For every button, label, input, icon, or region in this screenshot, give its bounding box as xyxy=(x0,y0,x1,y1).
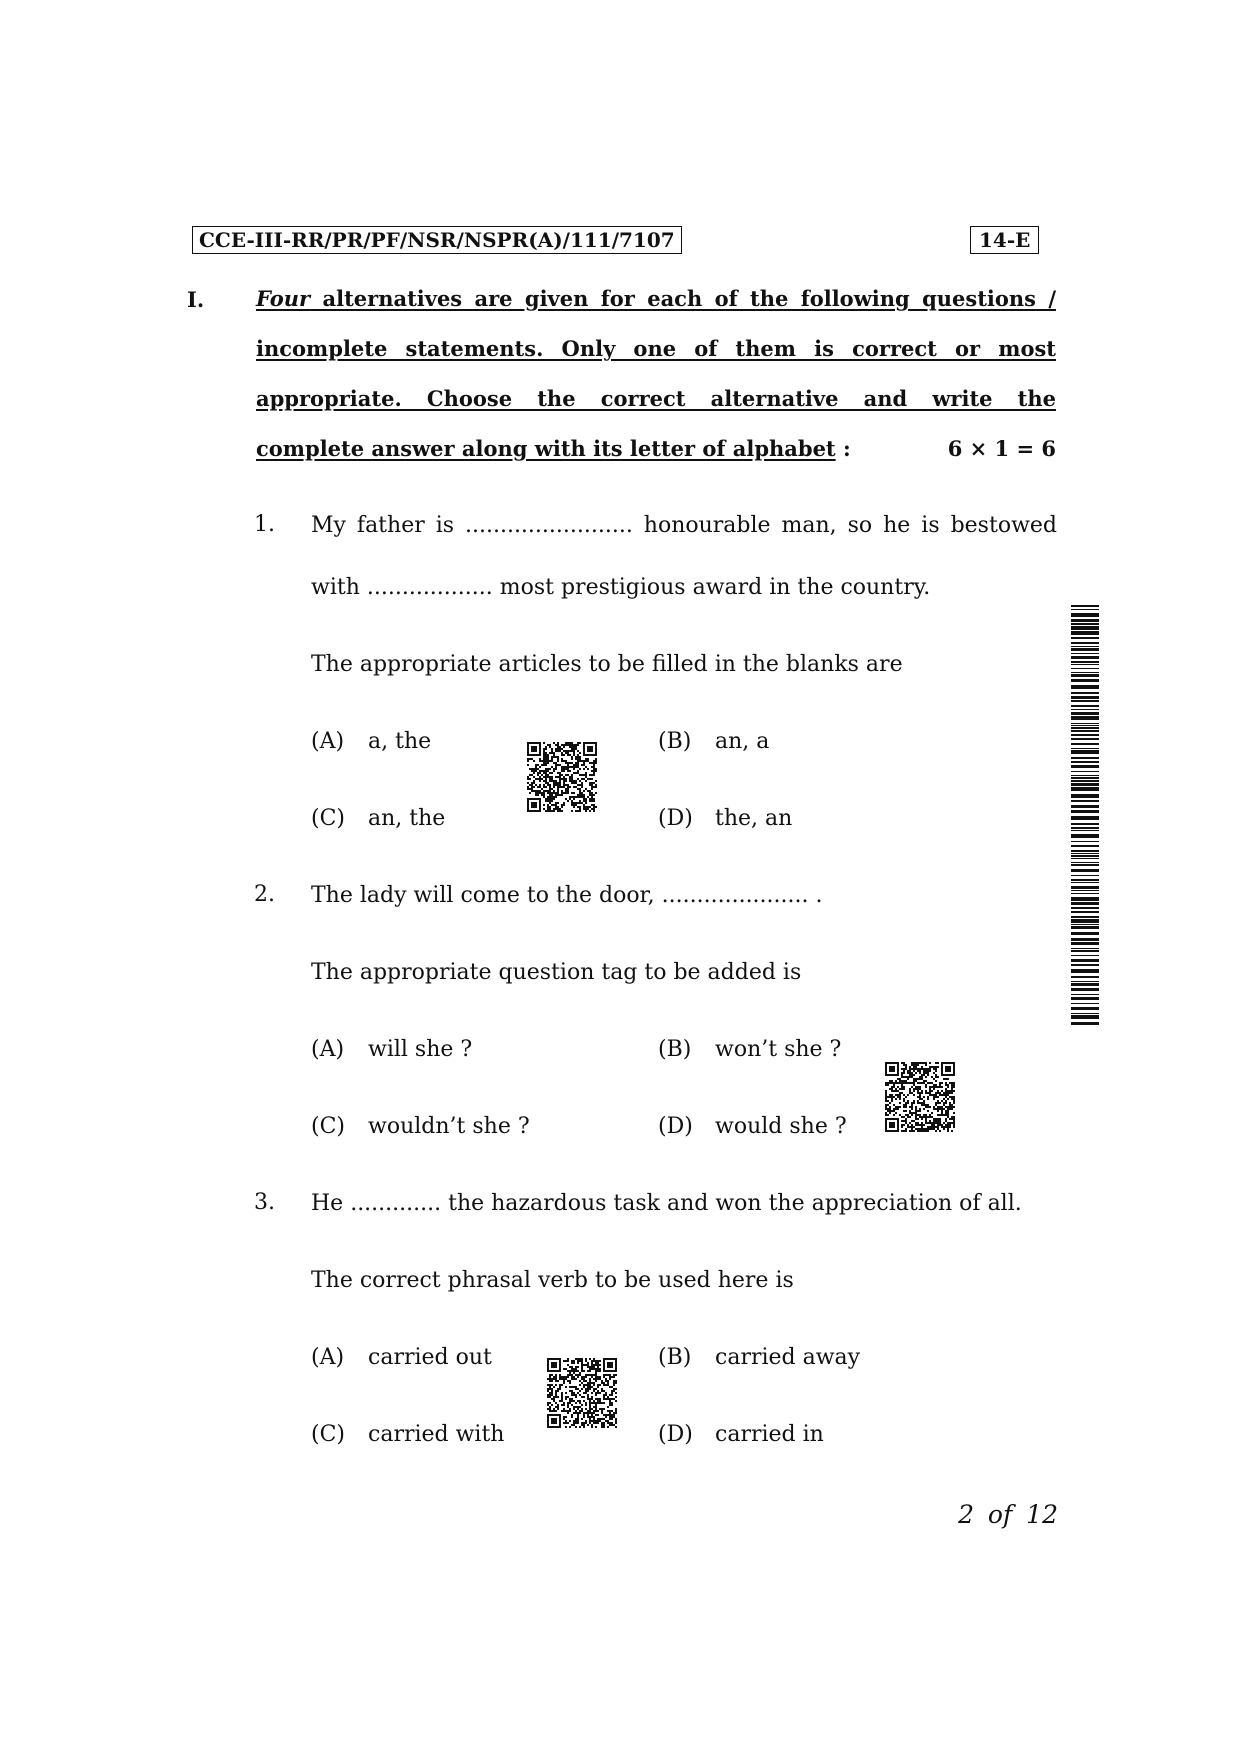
question-1-line-1: My father is ........................ honourable man, so he is bestowed xyxy=(311,513,1057,538)
question-1-option-c: (C) an, the xyxy=(311,806,446,831)
barcode-icon xyxy=(1071,605,1099,1030)
question-2-option-d: (D) would she ? xyxy=(658,1114,847,1139)
question-3-number: 3. xyxy=(254,1190,275,1215)
marks-allocation: 6 × 1 = 6 xyxy=(947,436,1056,461)
paper-code: 14-E xyxy=(970,226,1039,254)
question-3-option-d: (D) carried in xyxy=(658,1422,824,1447)
question-2-number: 2. xyxy=(254,882,275,907)
question-3-option-b: (B) carried away xyxy=(658,1345,861,1370)
question-3-option-c: (C) carried with xyxy=(311,1422,505,1447)
question-2-option-b: (B) won’t she ? xyxy=(658,1037,842,1062)
question-1-option-d: (D) the, an xyxy=(658,806,793,831)
instruction-line-1-text: alternatives are given for each of the following questions / xyxy=(322,286,1057,311)
instruction-line-4-text: complete answer along with its letter of alphabet xyxy=(256,436,836,461)
qr-code-icon xyxy=(527,742,597,812)
question-1-option-a: (A) a, the xyxy=(311,729,432,754)
question-2-prompt: The appropriate question tag to be added is xyxy=(311,960,802,985)
instruction-line-4 xyxy=(256,437,851,461)
instruction-colon: : xyxy=(842,436,851,461)
question-2-option-c: (C) wouldn’t she ? xyxy=(311,1114,530,1139)
section-roman-numeral: I. xyxy=(187,287,205,312)
question-1-line-2: with .................. most prestigious award in the country. xyxy=(311,575,931,600)
instruction-line-3: appropriate. Choose the correct alternative and write the xyxy=(256,386,1056,411)
instruction-emphasis: Four xyxy=(256,286,311,311)
question-2-option-a: (A) will she ? xyxy=(311,1037,473,1062)
page-number: 2 of 12 xyxy=(958,1500,1058,1529)
question-2-line-1: The lady will come to the door, ..................... . xyxy=(311,883,823,908)
question-1-prompt: The appropriate articles to be filled in the blanks are xyxy=(311,652,903,677)
qr-code-icon xyxy=(547,1358,617,1428)
exam-code: CCE-III-RR/PR/PF/NSR/NSPR(A)/111/7107 xyxy=(192,226,682,254)
qr-code-icon xyxy=(885,1062,955,1132)
question-3-line-1: He ............. the hazardous task and won the appreciation of all. xyxy=(311,1191,1022,1216)
instruction-line-2: incomplete statements. Only one of them is correct or most xyxy=(256,336,1056,361)
question-1-option-b: (B) an, a xyxy=(658,729,770,754)
question-1-number: 1. xyxy=(254,512,275,537)
question-3-prompt: The correct phrasal verb to be used here is xyxy=(311,1268,794,1293)
question-3-option-a: (A) carried out xyxy=(311,1345,492,1370)
instruction-line-1 xyxy=(256,287,1056,311)
